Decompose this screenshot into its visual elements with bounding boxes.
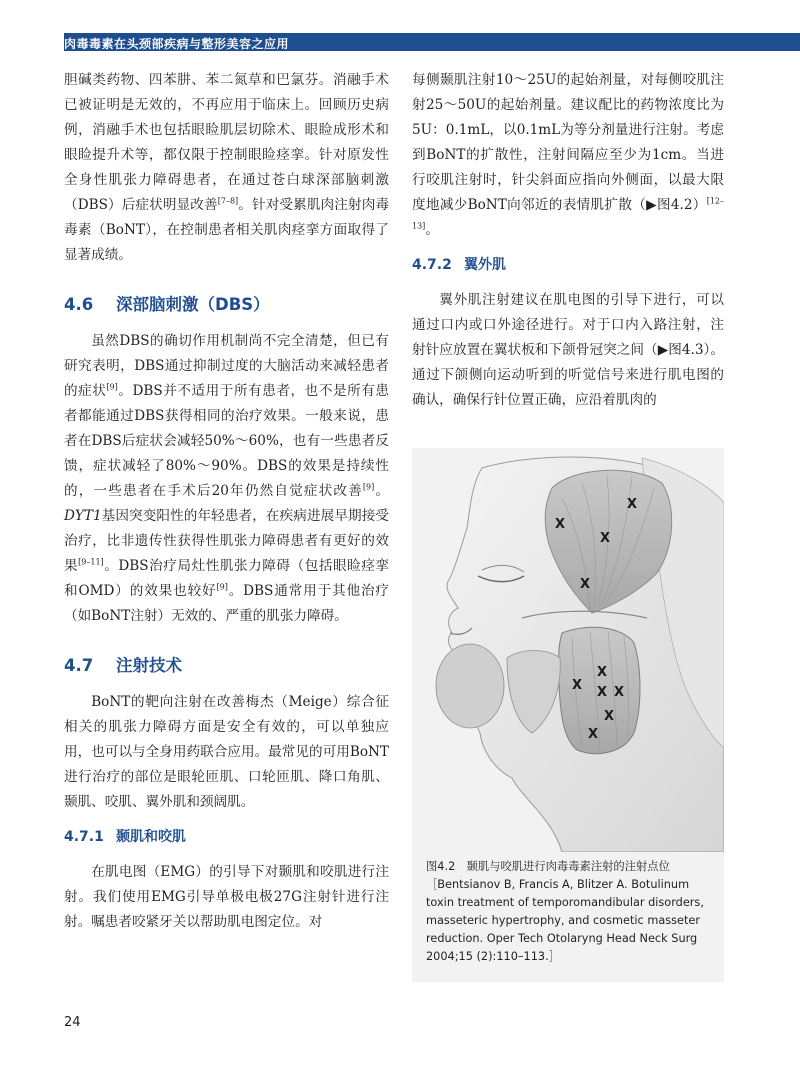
caption-title: 图4.2 颞肌与咬肌进行肉毒毒素注射的注射点位 [426, 860, 670, 873]
injection-point-marker: X [580, 577, 591, 592]
injection-point-marker: X [614, 685, 625, 700]
paragraph: BoNT的靶向注射在改善梅杰（Meige）综合征相关的肌张力障碍方面是安全有效的，可以单独应用，也可以与全身用药联合应用。最常见的可用BoNT进行治疗的部位是眼轮匝肌、口轮匝肌、降口角肌、颞肌、咬肌、翼外肌和颈阔肌。 [64, 694, 389, 810]
paragraph: 虽然DBS的确切作用机制尚不完全清楚，但已有研究表明，DBS通过抑制过度的大脑活动来减轻患者的症状[9]。DBS并不适用于所有患者，也不是所有患者都能通过DBS获得相同的治疗效果。一般来说，患者在DBS后症状会减轻50%～60%，也有一些患者反馈，症状减轻了80%～90%。DBS的效果是持续性的，一些患者在手术后20年仍然自觉症状改善[9]。DYT1基因突变阳性的年轻患者，在疾病进展早期接受治疗，比非遗传性获得性肌张力障碍患者有更好的效果[9–11]。DBS治疗局灶性肌张力障碍（包括眼睑痉挛和OMD）的效果也较好[9]。DBS通常用于其他治疗（如BoNT注射）无效的、严重的肌张力障碍。 [64, 333, 390, 624]
caption-source: ［Bentsianov B, Francis A, Blitzer A. Botulinum toxin treatment of temporomandibular disorders, masseteric hypertrophy, and cosmetic masseter reduction. Oper Tech Otolaryng Head Neck Surg 2004;15 (2):110–113.］ [426, 878, 704, 963]
book-title: 肉毒毒素在头颈部疾病与整形美容之应用 [64, 37, 290, 51]
injection-point-marker: X [588, 727, 599, 742]
paragraph: 每侧颞肌注射10～25U的起始剂量，对每侧咬肌注射25～50U的起始剂量。建议配比的药物浓度比为5U：0.1mL，以0.1mL为等分剂量进行注射。考虑到BoNT的扩散性，注射间隔应至少为1cm。当进行咬肌注射时，针尖斜面应指向外侧面，以最大限度地减少BoNT向邻近的表情肌扩散（▶图4.2）[12–13]。 [412, 72, 725, 238]
orbicularis-oris [436, 644, 504, 728]
paragraph: 在肌电图（EMG）的引导下对颞肌和咬肌进行注射。我们使用EMG引导单极电极27G注射针进行注射。嘱患者咬紧牙关以帮助肌电图定位。对 [64, 864, 389, 930]
figure-4-2 [412, 448, 724, 982]
injection-point-marker: X [604, 709, 615, 724]
paragraph: 胆碱类药物、四苯肼、苯二氮草和巴氯芬。消融手术已被证明是无效的，不再应用于临床上。回顾历史病例，消融手术也包括眼睑肌层切除术、眼睑成形术和眼睑提升术等，都仅限于控制眼睑痉挛。针对原发性全身性肌张力障碍患者，在通过苍白球深部脑刺激（DBS）后症状明显改善[7–8]。针对受累肌肉注射肉毒毒素（BoNT），在控制患者相关肌肉痉挛方面取得了显著成绩。 [64, 72, 389, 263]
face-illustration [412, 448, 724, 852]
injection-point-marker: X [597, 685, 608, 700]
injection-point-marker: X [597, 665, 608, 680]
running-header [0, 0, 800, 52]
injection-point-marker: X [600, 531, 611, 546]
page-number: 24 [64, 1015, 81, 1030]
paragraph: 翼外肌注射建议在肌电图的引导下进行，可以通过口内或口外途径进行。对于口内入路注射，注射针应放置在翼状板和下颌骨冠突之间（▶图4.3）。通过下颌侧向运动听到的听觉信号来进行肌电图的确认，确保行针位置正确，应沿着肌肉的 [412, 292, 725, 408]
section-heading-4-7: 4.7 注射技术 [64, 656, 182, 675]
left-column [64, 68, 389, 935]
figure-reference: ▶图4.2 [646, 197, 693, 213]
figure-caption [426, 858, 718, 966]
injection-point-marker: X [572, 678, 583, 693]
subsection-heading-4-7-1: 4.7.1 颞肌和咬肌 [64, 829, 186, 845]
figure-reference: ▶图4.3 [657, 342, 704, 358]
injection-point-marker: X [627, 497, 638, 512]
right-column [412, 68, 724, 413]
subsection-heading-4-7-2: 4.7.2 翼外肌 [412, 257, 506, 273]
section-heading-4-6: 4.6 深部脑刺激（DBS） [64, 295, 270, 314]
injection-point-marker: X [555, 517, 566, 532]
